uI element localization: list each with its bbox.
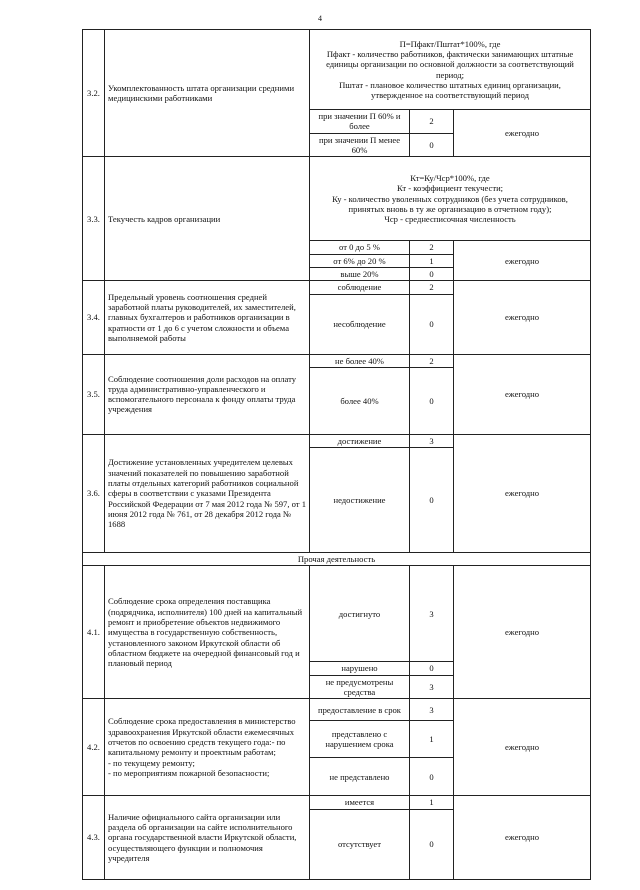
- frequency-text: ежегодно: [454, 699, 591, 796]
- condition-text: от 0 до 5 %: [310, 241, 410, 254]
- frequency-text: ежегодно: [454, 281, 591, 354]
- condition-text: при значении П менее 60%: [310, 133, 410, 157]
- score-value: 3: [410, 675, 454, 699]
- condition-text: соблюдение: [310, 281, 410, 294]
- formula-line: Ку - количество уволенных сотрудников (без учета сотрудников, принятых вновь в ту же организацию в отчетном году);: [332, 193, 568, 214]
- score-value: 2: [410, 281, 454, 294]
- score-value: 1: [410, 254, 454, 267]
- row-number: 3.2.: [83, 30, 105, 157]
- frequency-text: ежегодно: [454, 566, 591, 699]
- criterion-text: Текучесть кадров организации: [105, 157, 310, 281]
- condition-text: недостижение: [310, 448, 410, 553]
- formula-line: Кт=Ку/Чср*100%, где: [410, 172, 490, 183]
- condition-text: достигнуто: [310, 566, 410, 662]
- condition-text: не представлено: [310, 758, 410, 796]
- score-value: 0: [410, 267, 454, 280]
- condition-text: предоставление в срок: [310, 699, 410, 721]
- frequency-text: ежегодно: [454, 434, 591, 552]
- score-value: 3: [410, 566, 454, 662]
- condition-text: более 40%: [310, 367, 410, 434]
- condition-text: не предусмотрены средства: [310, 675, 410, 699]
- condition-text: несоблюдение: [310, 294, 410, 354]
- section-header: Прочая деятельность: [83, 553, 591, 566]
- formula-line: П=Пфакт/Пштат*100%, где: [399, 38, 501, 49]
- criterion-text: Достижение установленных учредителем целевых значений показателей по повышению заработной платы отдельных категорий работников социальной сферы в соответствии с указами Президента Российской Федерации от 7 мая 2012 года № 597, от 1 июня 2012 года № 761, от 28 декабря 2012 года № 1688: [105, 434, 310, 552]
- formula-cell: [310, 30, 591, 110]
- criterion-text: Наличие официального сайта организации или раздела об организации на сайте исполнительного органа государственной власти Иркутской области, осуществляющего функции и полномочия учредителя: [105, 796, 310, 879]
- row-number: 3.3.: [83, 157, 105, 281]
- criterion-text: [105, 699, 310, 796]
- score-value: 0: [410, 367, 454, 434]
- score-value: 3: [410, 699, 454, 721]
- criterion-line: - по текущему ремонту;: [108, 757, 195, 768]
- score-value: 2: [410, 354, 454, 367]
- condition-text: достижение: [310, 434, 410, 447]
- condition-text: от 6% до 20 %: [310, 254, 410, 267]
- criterion-text: Предельный уровень соотношения средней заработной платы руководителей, их заместителей, главных бухгалтеров и работников организации в кратности от 1 до 6 с учетом сложности и объема выполняемой работы: [105, 281, 310, 354]
- score-value: 0: [410, 448, 454, 553]
- row-number: 3.5.: [83, 354, 105, 434]
- formula-line: Пфакт - количество работников, фактически занимающих штатные единицы организации по основной должности за соответствующий период;: [326, 48, 574, 80]
- score-value: 1: [410, 721, 454, 758]
- row-number: 3.6.: [83, 434, 105, 552]
- score-value: 0: [410, 662, 454, 675]
- formula-line: Чср - среднесписочная численность: [384, 214, 516, 225]
- formula-cell: [310, 157, 591, 241]
- score-value: 0: [410, 758, 454, 796]
- row-number: 4.2.: [83, 699, 105, 796]
- row-number: 4.1.: [83, 566, 105, 699]
- criterion-line: Соблюдение срока предоставления в министерство здравоохранения Иркутской области ежемесячных отчетов по освоению средств текущего года:- по капитальному ремонту и проектным работам;: [108, 716, 296, 758]
- frequency-text: ежегодно: [454, 796, 591, 879]
- frequency-text: ежегодно: [454, 110, 591, 157]
- score-value: 0: [410, 809, 454, 879]
- frequency-text: ежегодно: [454, 241, 591, 281]
- condition-text: имеется: [310, 796, 410, 809]
- condition-text: представлено с нарушением срока: [310, 721, 410, 758]
- condition-text: при значении П 60% и более: [310, 110, 410, 134]
- condition-text: не более 40%: [310, 354, 410, 367]
- score-value: 0: [410, 294, 454, 354]
- score-value: 0: [410, 133, 454, 157]
- score-value: 1: [410, 796, 454, 809]
- row-number: 4.3.: [83, 796, 105, 879]
- condition-text: нарушено: [310, 662, 410, 675]
- score-value: 2: [410, 241, 454, 254]
- formula-line: Кт - коэффициент текучести;: [396, 183, 504, 194]
- row-number: 3.4.: [83, 281, 105, 354]
- criterion-text: Укомплектованность штата организации средними медицинскими работниками: [105, 30, 310, 157]
- criterion-text: Соблюдение срока определения поставщика (подрядчика, исполнителя) 100 дней на капитальный ремонт и приобретение объектов недвижимого имущества в государственную собственность, установленного законом Иркутской области об областном бюджете на очередной финансовый год и плановый период: [105, 566, 310, 699]
- criterion-line: - по мероприятиям пожарной безопасности;: [108, 768, 270, 778]
- criterion-text: Соблюдение соотношения доли расходов на оплату труда административно-управленческого и вспомогательного персонала к фонду оплаты труда учреждения: [105, 354, 310, 434]
- page-number: 4: [318, 14, 322, 23]
- frequency-text: ежегодно: [454, 354, 591, 434]
- criteria-table: [82, 29, 591, 880]
- condition-text: отсутствует: [310, 809, 410, 879]
- condition-text: выше 20%: [310, 267, 410, 280]
- score-value: 3: [410, 434, 454, 447]
- formula-line: Пштат - плановое количество штатных единиц организации, утвержденное на соответствующий период: [339, 79, 561, 101]
- score-value: 2: [410, 110, 454, 134]
